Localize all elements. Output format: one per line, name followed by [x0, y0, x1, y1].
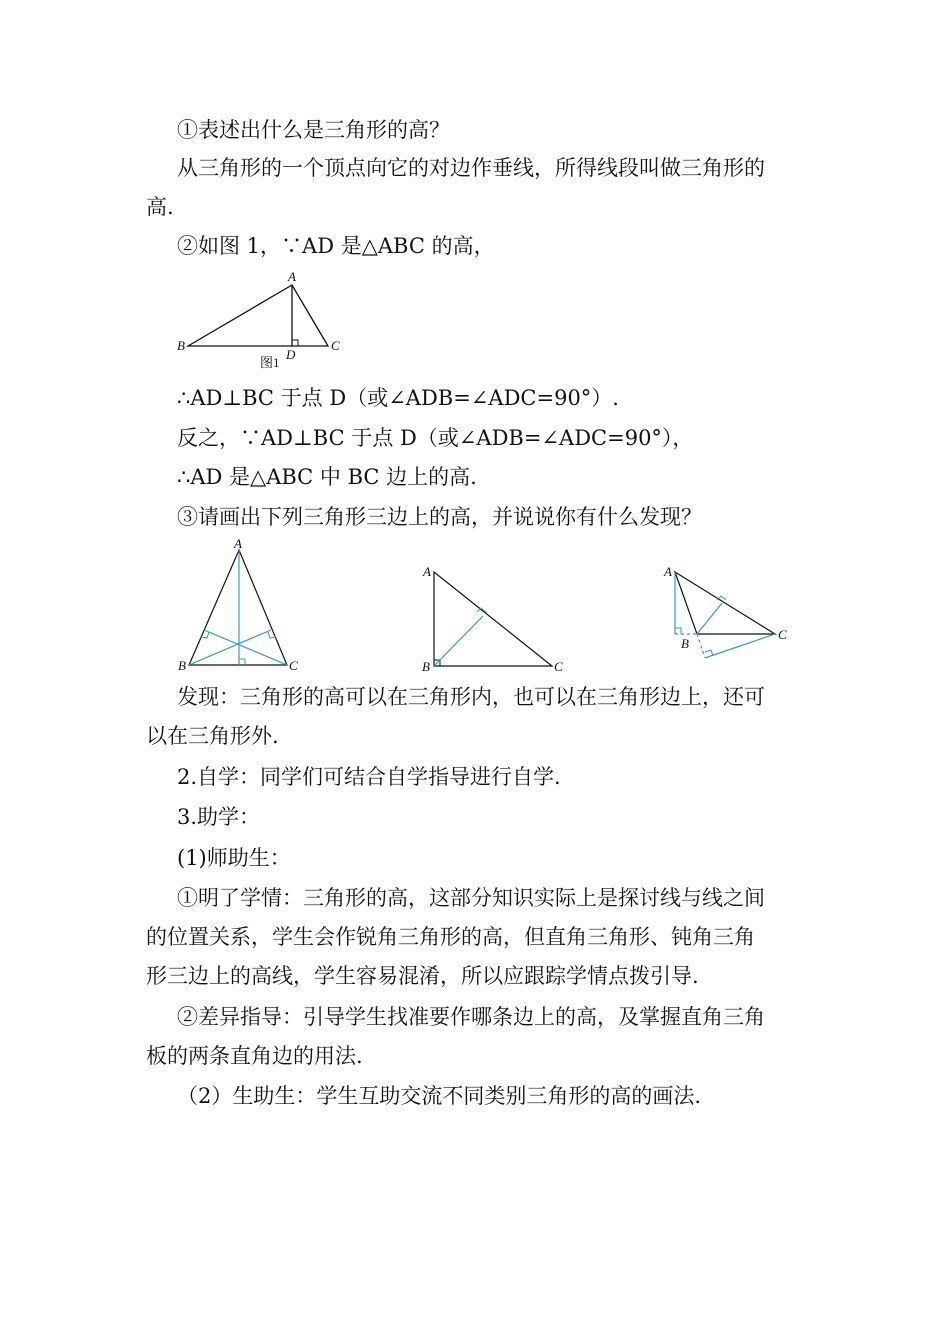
situation-line-2: 的位置关系，学生会作锐角三角形的高，但直角三角形、钝角三角: [146, 925, 755, 949]
figure-obtuse-triangle: [660, 560, 800, 668]
peer-help-line: （2）生助生：学生互助交流不同类别三角形的高的画法.: [177, 1084, 702, 1108]
label-a: A: [288, 269, 296, 284]
conversely-line: 反之，∵AD⊥BC 于点 D（或∠ADB=∠ADC=90°），: [177, 426, 694, 450]
label-a: A: [423, 564, 431, 579]
label-b: B: [422, 659, 430, 674]
figure-1-triangle: [170, 268, 360, 376]
label-c: C: [331, 338, 340, 353]
figure-1-caption: 图1: [260, 355, 280, 370]
label-a: A: [664, 564, 672, 579]
question-1: ①表述出什么是三角形的高？: [177, 118, 450, 142]
label-d: D: [286, 347, 296, 362]
altitude-from-c: [705, 634, 775, 658]
label-b: B: [178, 658, 186, 673]
altitude-from-b: [434, 616, 483, 666]
finding-line-2: 以在三角形外.: [146, 724, 279, 748]
extension-ab: [697, 634, 705, 658]
self-study-line: 2.自学：同学们可结合自学指导进行自学.: [177, 765, 561, 789]
situation-line-3: 形三边上的高线，学生容易混淆，所以应跟踪学情点拨引导.: [146, 964, 699, 988]
definition-line-2: 高.: [146, 195, 174, 219]
altitude-from-b: [697, 603, 722, 634]
conclusion-line: ∴AD 是△ABC 中 BC 边上的高.: [177, 465, 477, 489]
question-3: ③请画出下列三角形三边上的高，并说说你有什么发现？: [177, 505, 702, 529]
label-c: C: [289, 658, 298, 673]
label-b: B: [177, 338, 185, 353]
finding-line-1: 发现：三角形的高可以在三角形内，也可以在三角形边上，还可: [177, 685, 765, 709]
triangle-abc: [188, 285, 328, 346]
right-angle-mark: [292, 340, 298, 346]
situation-line-1: ①明了学情：三角形的高，这部分知识实际上是探讨线与线之间: [177, 886, 765, 910]
label-b: B: [681, 636, 689, 651]
assist-heading: 3.助学：: [177, 805, 261, 829]
figure-right-triangle: [418, 562, 578, 674]
guidance-line-2: 板的两条直角边的用法.: [146, 1044, 363, 1068]
question-2: ②如图 1，∵AD 是△ABC 的高，: [177, 234, 495, 258]
therefore-line: ∴AD⊥BC 于点 D（或∠ADB=∠ADC=90°）.: [177, 386, 619, 410]
definition-line-1: 从三角形的一个顶点向它的对边作垂线，所得线段叫做三角形的: [177, 156, 765, 180]
label-c: C: [778, 627, 787, 642]
teacher-help-heading: (1)师助生：: [177, 846, 291, 870]
label-a: A: [234, 538, 242, 551]
label-c: C: [554, 659, 563, 674]
guidance-line-1: ②差异指导：引导学生找准要作哪条边上的高，及掌握直角三角: [177, 1005, 765, 1029]
figure-acute-triangle: [172, 538, 312, 676]
